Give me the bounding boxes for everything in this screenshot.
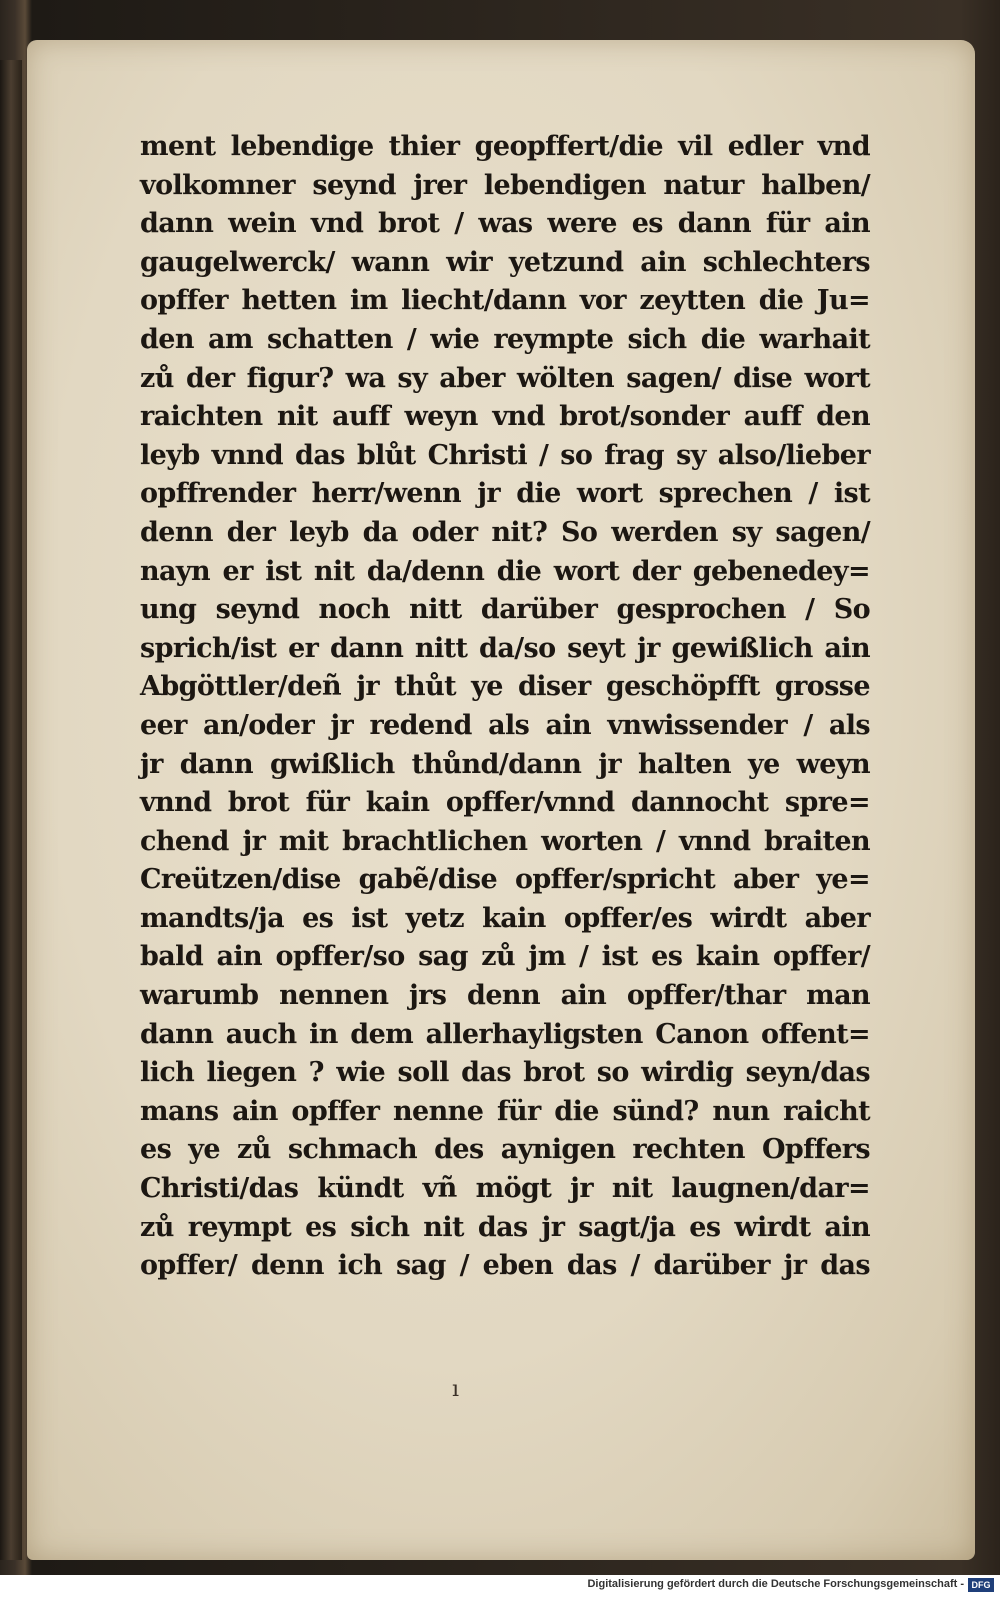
- dfg-logo-icon: DFG: [968, 1578, 994, 1592]
- text-line: leyb vnnd das blůt Christi / so frag sy also/lieber: [140, 439, 870, 471]
- text-line: zů der figur? wa sy aber wölten sagen/ dise wort: [140, 362, 870, 394]
- funding-credit: Digitalisierung gefördert durch die Deutsche Forschungsgemeinschaft -: [587, 1578, 964, 1590]
- text-line: bald ain opffer/so sag zů jm / ist es kain opffer/: [140, 941, 870, 973]
- text-line: dann wein vnd brot / was were es dann für ain: [140, 208, 870, 240]
- text-line: warumb nennen jrs denn ain opffer/thar man: [140, 980, 870, 1012]
- text-line: gaugelwerck/ wann wir yetzund ain schlechters: [140, 246, 870, 278]
- text-line: ung seynd noch nitt darüber gesprochen / So: [140, 594, 870, 626]
- text-line: den am schatten / wie reympte sich die warhait: [140, 323, 870, 355]
- text-line: lich liegen ? wie soll das brot so wirdig seyn/das: [140, 1057, 870, 1089]
- text-line: vnnd brot für kain opffer/vnnd dannocht spre=: [140, 787, 870, 819]
- text-line: sprich/ist er dann nitt da/so seyt jr gewißlich ain: [140, 632, 870, 664]
- text-line: es ye zů schmach des aynigen rechten Opffers: [140, 1134, 870, 1166]
- text-line: dann auch in dem allerhayligsten Canon offent=: [140, 1018, 870, 1050]
- footer-bar: [0, 1575, 1000, 1598]
- text-line: Creützen/dise gabẽ/dise opffer/spricht aber ye=: [140, 864, 870, 896]
- text-line: eer an/oder jr redend als ain vnwissender / als: [140, 709, 870, 741]
- text-line: mandts/ja es ist yetz kain opffer/es wirdt aber: [140, 902, 870, 934]
- text-line: nayn er ist nit da/denn die wort der gebenedey=: [140, 555, 870, 587]
- book-spine: [0, 60, 22, 1560]
- text-line: volkomner seynd jrer lebendigen natur halben/: [140, 169, 870, 201]
- text-line: zů reympt es sich nit das jr sagt/ja es wirdt ain: [140, 1211, 870, 1243]
- text-line: mans ain opffer nenne für die sünd? nun raicht: [140, 1095, 870, 1127]
- book-page: [27, 40, 975, 1560]
- text-line: ment lebendige thier geopffert/die vil edler vnd: [140, 131, 870, 162]
- text-line: Abgöttler/deñ jr thůt ye diser geschöpfft grosse: [140, 671, 870, 703]
- text-line: denn der leyb da oder nit? So werden sy sagen/: [140, 516, 870, 548]
- text-line: chend jr mit brachtlichen worten / vnnd braiten: [140, 825, 870, 857]
- text-line: jr dann gwißlich thůnd/dann jr halten ye weyn: [140, 748, 870, 780]
- text-block: [140, 128, 870, 1286]
- text-line: raichten nit auff weyn vnd brot/sonder auff den: [140, 401, 870, 433]
- text-line: opffer/ denn ich sag / eben das / darüber jr das: [140, 1250, 870, 1282]
- page-mark: ı: [452, 1377, 460, 1402]
- text-line: opffrender herr/wenn jr die wort sprechen / ist: [140, 478, 870, 510]
- text-line: opffer hetten im liecht/dann vor zeytten die Ju=: [140, 285, 870, 317]
- text-line: Christi/das kündt vñ mögt jr nit laugnen/dar=: [140, 1173, 870, 1205]
